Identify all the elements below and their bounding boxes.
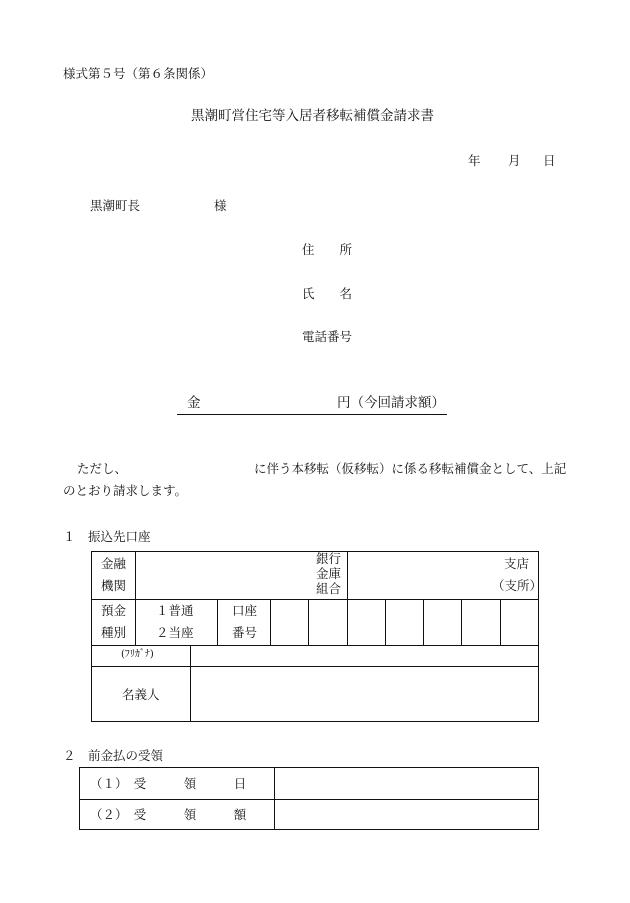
document-title: 黒潮町営住宅等入居者移転補償金請求書: [191, 108, 434, 124]
branch-label-2: （支所）: [492, 578, 543, 593]
deposit-option-ordinary: １普通: [156, 603, 194, 618]
account-label-2: 番号: [232, 625, 258, 640]
form-number: 様式第５号（第６条関係）: [63, 66, 214, 81]
phone-label: 電話番号: [302, 329, 353, 344]
bank-account-table: [91, 551, 543, 722]
bank-type-shinkin: 金庫: [316, 566, 342, 581]
branch-label-1: 支店: [504, 556, 530, 571]
body-line2: のとおり請求します。: [63, 483, 188, 498]
addressee-honorific: 様: [214, 198, 227, 213]
holder-label: 名義人: [122, 687, 160, 702]
furigana-label: (ﾌﾘｶﾞﾅ): [121, 649, 154, 660]
amount-suffix: 円（今回請求額）: [337, 395, 445, 411]
amount-prefix: 金: [187, 395, 201, 411]
receipt-amount-label: （２） 受 領 額: [90, 807, 247, 822]
amount-underline: [177, 414, 447, 415]
receipt-date-label: （１） 受 領 日: [90, 776, 247, 791]
deposit-label-1: 預金: [101, 603, 127, 618]
date-month: 月: [508, 153, 521, 168]
body-line1-start: ただし、: [77, 461, 128, 476]
addressee-name: 黒潮町長: [90, 198, 141, 213]
deposit-label-2: 種別: [101, 625, 127, 640]
address-label: 住 所: [302, 242, 353, 257]
date-year: 年: [468, 153, 481, 168]
bank-label-2: 機関: [101, 578, 127, 593]
bank-label-1: 金融: [101, 556, 127, 571]
section2-heading: ２ 前金払の受領: [63, 748, 164, 763]
date-day: 日: [543, 153, 556, 168]
body-line1-end: に伴う本移転（仮移転）に係る移転補償金として、上記: [254, 461, 567, 476]
account-label-1: 口座: [232, 603, 258, 618]
name-label: 氏 名: [302, 286, 353, 301]
deposit-option-current: ２当座: [156, 625, 194, 640]
section1-heading: １ 振込先口座: [63, 529, 151, 544]
bank-type-bank: 銀行: [316, 551, 342, 566]
advance-payment-table: [79, 767, 539, 830]
bank-type-kumiai: 組合: [316, 581, 342, 596]
